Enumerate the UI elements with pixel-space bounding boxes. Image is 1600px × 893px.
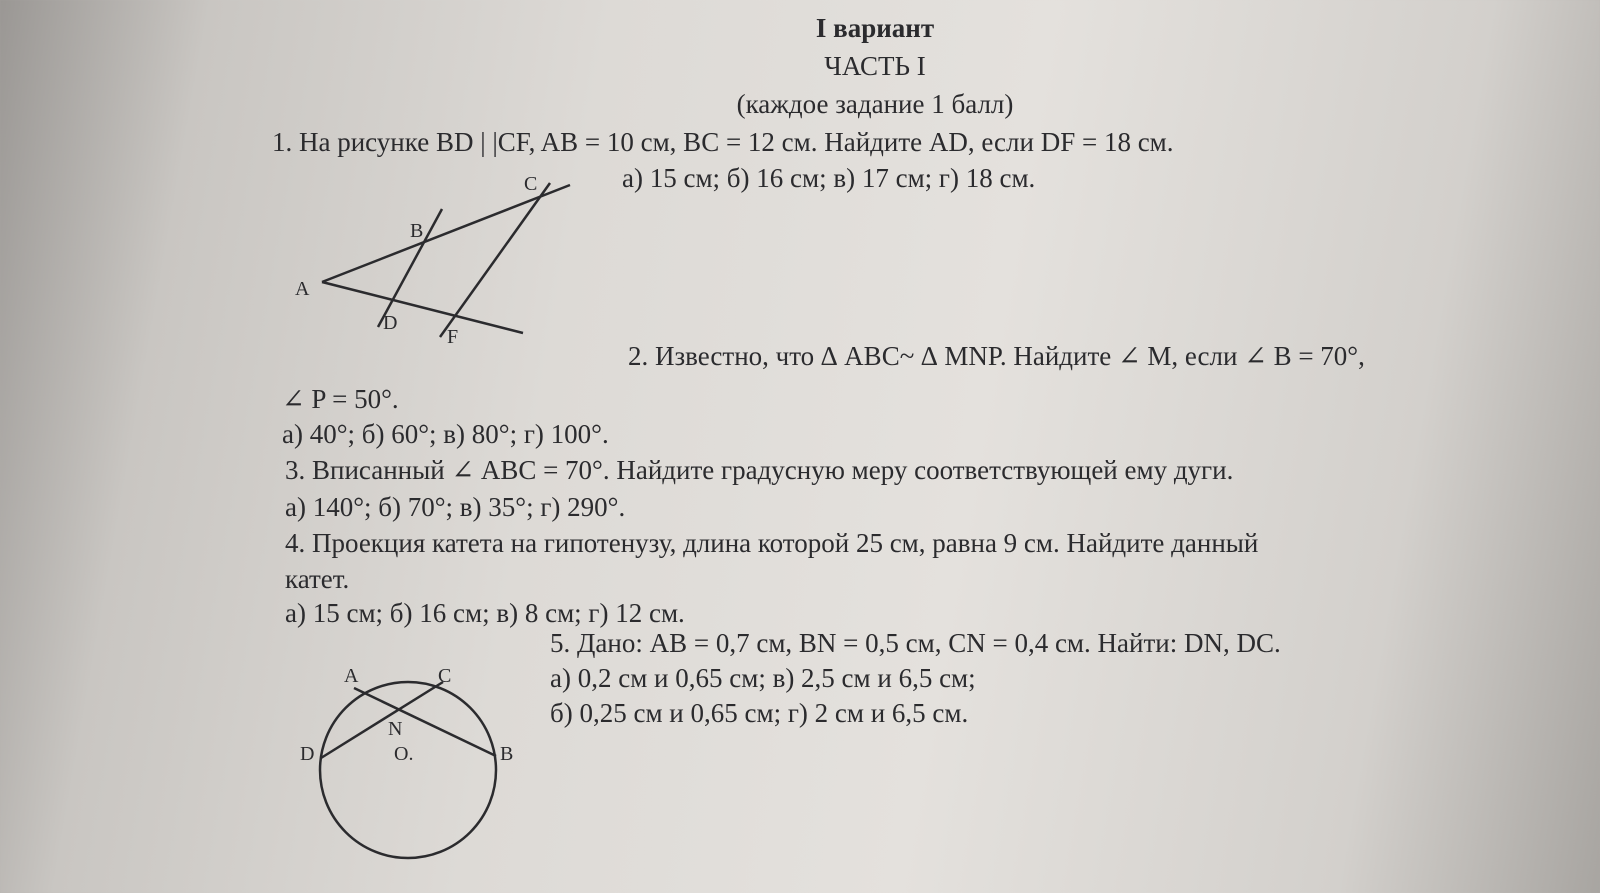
variant-title: I вариант: [815, 13, 935, 43]
q3-text: 3. Вписанный ∠ ABC = 70°. Найдите градусную меру соответствующей ему дуги.: [285, 455, 1234, 485]
label-n: N: [388, 718, 403, 740]
scoring-note: (каждое задание 1 балл): [736, 89, 1014, 119]
chord-ab: [354, 688, 496, 756]
label-b: B: [500, 743, 514, 765]
line-ac: [322, 185, 570, 282]
q1-options: а) 15 см; б) 16 см; в) 17 см; г) 18 см.: [622, 163, 1036, 193]
q5-options-2: б) 0,25 см и 0,65 см; г) 2 см и 6,5 см.: [550, 698, 969, 728]
circle: [320, 682, 496, 858]
part-title: ЧАСТЬ I: [824, 51, 926, 81]
label-c: C: [438, 665, 452, 687]
q2-options: а) 40°; б) 60°; в) 80°; г) 100°.: [282, 419, 609, 449]
label-c: C: [524, 173, 538, 195]
q1-text: 1. На рисунке BD | |CF, AB = 10 см, BC = 12 см. Найдите AD, если DF = 18 см.: [272, 127, 1174, 157]
label-d: D: [383, 312, 398, 334]
chord-cd: [321, 682, 443, 758]
q2-text: 2. Известно, что ∆ ABC~ ∆ MNP. Найдите ∠ M, если ∠ B = 70°,: [628, 341, 1365, 371]
q1-figure: [280, 165, 580, 350]
q3-options: а) 140°; б) 70°; в) 35°; г) 290°.: [285, 492, 626, 522]
q5-text: 5. Дано: AB = 0,7 см, BN = 0,5 см, CN = 0,4 см. Найти: DN, DC.: [550, 628, 1281, 658]
line-af: [322, 282, 523, 333]
label-a: A: [344, 665, 359, 687]
label-o: O.: [394, 743, 414, 765]
label-b: B: [410, 220, 424, 242]
label-f: F: [447, 326, 459, 348]
q5-figure: [290, 660, 520, 860]
q4-text: 4. Проекция катета на гипотенузу, длина которой 25 см, равна 9 см. Найдите данный: [285, 528, 1259, 558]
label-a: A: [295, 278, 310, 300]
q4-text-cont: катет.: [285, 564, 350, 594]
q4-options: а) 15 см; б) 16 см; в) 8 см; г) 12 см.: [285, 598, 685, 628]
q2-text-cont: ∠ P = 50°.: [282, 384, 399, 414]
label-d: D: [300, 743, 315, 765]
line-cf: [440, 183, 550, 337]
q5-options-1: а) 0,2 см и 0,65 см; в) 2,5 см и 6,5 см;: [550, 663, 976, 693]
